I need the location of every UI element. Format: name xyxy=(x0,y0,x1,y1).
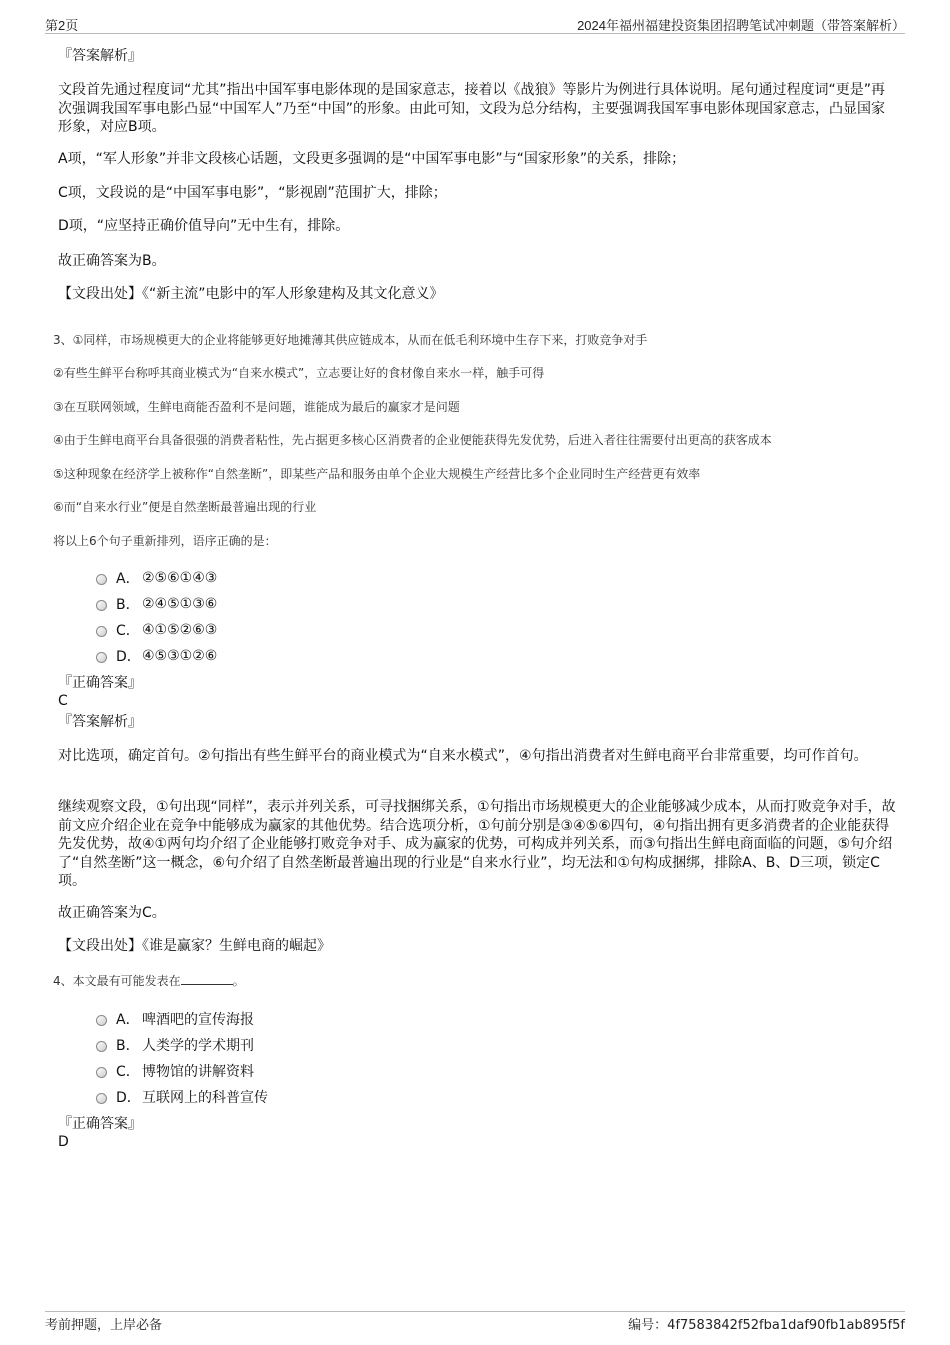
q3-conclusion: 故正确答案为C。 xyxy=(58,905,166,921)
option-text: 啤酒吧的宣传海报 xyxy=(142,1012,254,1028)
q3-sentence: ⑥而“自来水行业”便是自然垄断最普遍出现的行业 xyxy=(53,500,317,514)
page-number: 第2页 xyxy=(45,18,79,33)
q2-source: 【文段出处】《“新主流”电影中的军人形象建构及其文化意义》 xyxy=(58,286,444,302)
q3-analysis-label: 『答案解析』 xyxy=(58,714,142,730)
document-title: 2024年福州福建投资集团招聘笔试冲刺题（带答案解析） xyxy=(577,18,905,33)
footer-slogan: 考前押题，上岸必备 xyxy=(45,1318,163,1333)
q4-option-a[interactable] xyxy=(96,1009,254,1029)
option-text: 人类学的学术期刊 xyxy=(142,1038,254,1054)
q2-analysis-para: C项，文段说的是“中国军事电影”，“影视剧”范围扩大，排除； xyxy=(58,185,447,201)
radio-button[interactable] xyxy=(96,600,107,611)
option-text: 博物馆的讲解资料 xyxy=(142,1064,254,1080)
fill-blank xyxy=(181,974,233,985)
option-letter: C． xyxy=(116,1064,140,1080)
q3-answer-label: 『正确答案』 xyxy=(58,675,142,691)
q4-answer: D xyxy=(58,1134,69,1150)
q3-option-a[interactable] xyxy=(96,568,217,588)
option-letter: B． xyxy=(116,1038,140,1054)
option-text: 互联网上的科普宣传 xyxy=(142,1090,268,1106)
q4-option-c[interactable] xyxy=(96,1061,254,1081)
radio-button[interactable] xyxy=(96,1041,107,1052)
q3-option-d[interactable] xyxy=(96,646,217,666)
document-id: 编号：4f7583842f52fba1daf90fb1ab895f5f xyxy=(628,1318,905,1333)
q3-sentence: ②有些生鲜平台称呼其商业模式为“自来水模式”，立志要让好的食材像自来水一样，触手可得 xyxy=(53,366,545,380)
q3-analysis-para: 继续观察文段，①句出现“同样”，表示并列关系，可寻找捆绑关系，①句指出市场规模更大的企业能够减少成本，从而打败竞争对手，故前文应介绍企业在竞争中能够成为赢家的其他优势。结合选项分析，①句前分别是③④⑤⑥四句，④句指出拥有更多消费者的企业能获得先发优势，故④①两句均介绍了企业能够打败竞争对手、成为赢家的优势，可构成并列关系，而③句指出生鲜电商面临的问题，⑤句介绍了“自然垄断”这一概念，⑥句介绍了自然垄断最普遍出现的行业是“自来水行业”，均无法和①句构成捆绑，排除A、B、D三项，锁定C项。 xyxy=(58,799,896,889)
option-letter: B． xyxy=(116,597,140,613)
option-text: ④⑤③①②⑥ xyxy=(142,648,218,664)
q4-option-d[interactable] xyxy=(96,1087,268,1107)
footer-divider xyxy=(45,1311,905,1312)
radio-button[interactable] xyxy=(96,626,107,637)
q2-analysis-para: 文段首先通过程度词“尤其”指出中国军事电影体现的是国家意志，接着以《战狼》等影片为例进行具体说明。尾句通过程度词“更是”再次强调我国军事电影凸显“中国军人”乃至“中国”的形象。由此可知，文段为总分结构，主要强调我国军事电影体现国家意志，凸显国家形象，对应B项。 xyxy=(58,82,886,135)
q4-option-b[interactable] xyxy=(96,1035,254,1055)
q2-conclusion: 故正确答案为B。 xyxy=(58,253,166,269)
q3-sentence: ⑤这种现象在经济学上被称作“自然垄断”，即某些产品和服务由单个企业大规模生产经营比多个企业同时生产经营更有效率 xyxy=(53,467,701,481)
q2-analysis-label: 『答案解析』 xyxy=(58,48,142,64)
option-letter: A． xyxy=(116,1012,140,1028)
q4-stem-end: 。 xyxy=(232,974,245,988)
radio-button[interactable] xyxy=(96,574,107,585)
q3-source: 【文段出处】《谁是赢家？生鲜电商的崛起》 xyxy=(58,938,331,954)
option-text: ②⑤⑥①④③ xyxy=(142,570,218,586)
q3-answer: C xyxy=(58,693,68,709)
q3-option-b[interactable] xyxy=(96,594,217,614)
option-letter: D． xyxy=(116,1090,141,1106)
q3-prompt: 将以上6个句子重新排列，语序正确的是： xyxy=(53,534,277,548)
q4-stem-text: 4、本文最有可能发表在 xyxy=(53,974,181,988)
q3-option-c[interactable] xyxy=(96,620,217,640)
q3-analysis-para: 对比选项，确定首句。②句指出有些生鲜平台的商业模式为“自来水模式”，④句指出消费者对生鲜电商平台非常重要，均可作首句。 xyxy=(58,748,868,764)
radio-button[interactable] xyxy=(96,1015,107,1026)
q4-answer-label: 『正确答案』 xyxy=(58,1116,142,1132)
option-letter: C． xyxy=(116,623,140,639)
q3-sentence: 3、①同样，市场规模更大的企业将能够更好地摊薄其供应链成本，从而在低毛利环境中生存下来，打败竞争对手 xyxy=(53,333,648,347)
radio-button[interactable] xyxy=(96,1093,107,1104)
header-divider xyxy=(45,33,905,34)
q3-sentence: ④由于生鲜电商平台具备很强的消费者粘性，先占据更多核心区消费者的企业便能获得先发优势，后进入者往往需要付出更高的获客成本 xyxy=(53,433,772,447)
radio-button[interactable] xyxy=(96,652,107,663)
radio-button[interactable] xyxy=(96,1067,107,1078)
option-text: ②④⑤①③⑥ xyxy=(142,596,218,612)
option-text: ④①⑤②⑥③ xyxy=(142,622,218,638)
q2-analysis-para: D项，“应坚持正确价值导向”无中生有，排除。 xyxy=(58,218,350,234)
option-letter: A． xyxy=(116,571,140,587)
q3-sentence: ③在互联网领域，生鲜电商能否盈利不是问题，谁能成为最后的赢家才是问题 xyxy=(53,400,460,414)
option-letter: D． xyxy=(116,649,141,665)
q2-analysis-para: A项，“军人形象”并非文段核心话题，文段更多强调的是“中国军事电影”与“国家形象”的关系，排除； xyxy=(58,151,686,167)
q4-stem xyxy=(53,973,903,989)
